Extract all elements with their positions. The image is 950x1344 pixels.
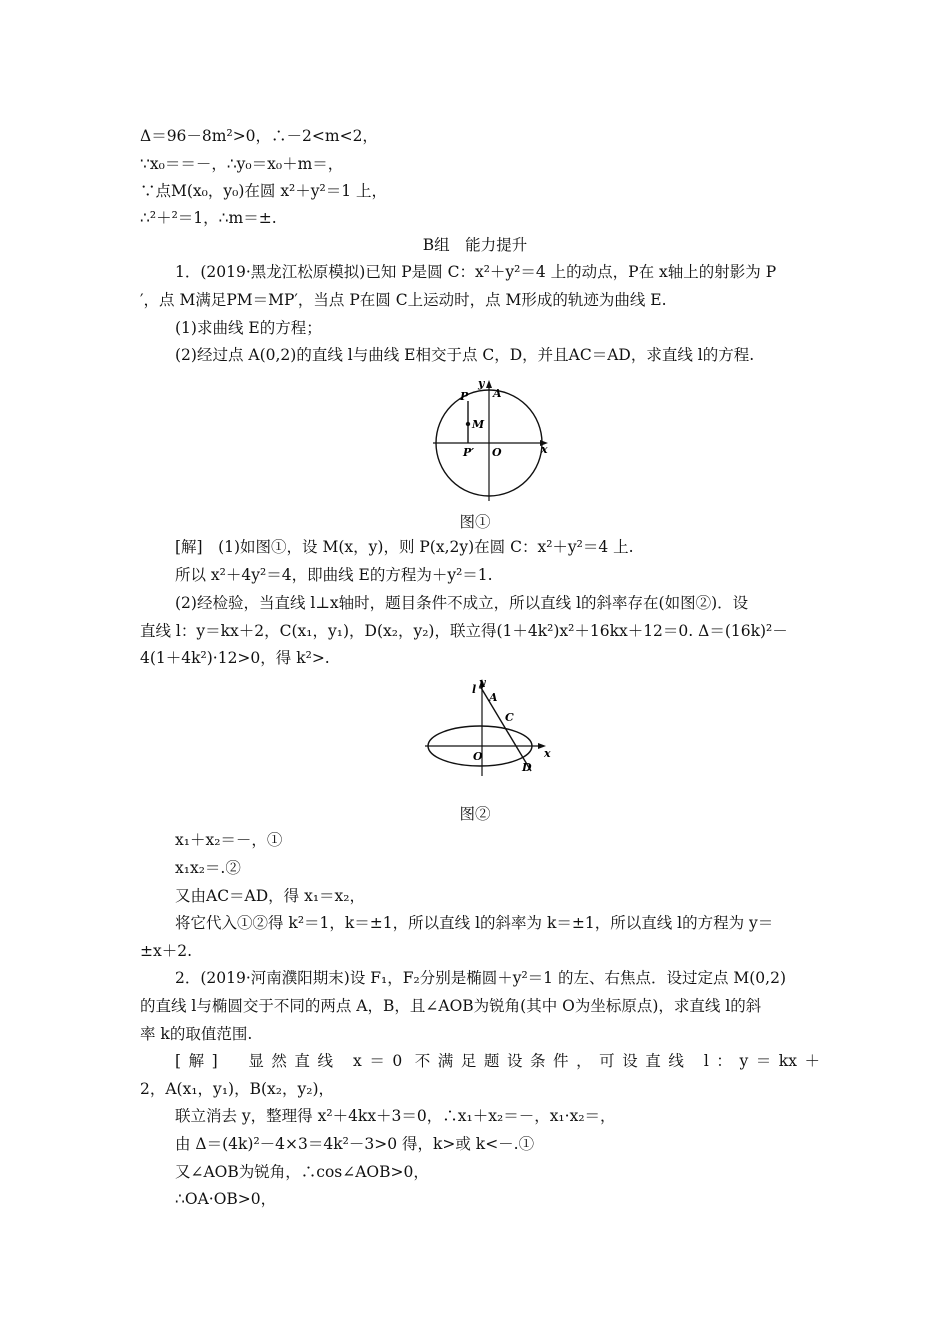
figure-2-ellipse-diagram [425,676,560,776]
fig2-label-y: y [479,676,486,689]
text-line: ∴OA·OB>0， [175,1190,277,1208]
text-line: 4(1＋4k²)·12>0，得 k²>. [140,649,330,667]
fig1-label-a: A [493,387,502,400]
text-line: 又∠AOB为锐角，∴cos∠AOB>0， [175,1163,429,1181]
text-line: ∴²＋²＝1，∴m＝±. [140,209,277,227]
text-line: 将它代入①②得 k²＝1，k＝±1，所以直线 l的斜率为 k＝±1，所以直线 l的方程为 y＝ [175,914,774,932]
text-line: Δ＝96－8m²>0，∴－2<m<2， [140,127,378,145]
text-line: ∵点M(x₀，y₀)在圆 x²＋y²＝1 上， [140,182,388,200]
text-line: [解] (1)如图①，设 M(x，y)，则 P(x,2y)在圆 C：x²＋y²＝4 上. [175,538,634,556]
text-line: 1．(2019·黑龙江松原模拟)已知 P是圆 C：x²＋y²＝4 上的动点，P在 x轴上的射影为 P [175,263,777,281]
text-line: x₁＋x₂＝－，① [175,831,283,849]
fig1-label-m: M [472,418,485,431]
fig2-label-d: D [522,761,532,774]
text-line: ∵x₀＝＝－，∴y₀＝x₀＋m＝， [140,155,344,173]
text-line: 率 k的取值范围. [140,1025,253,1043]
fig1-label-p-prime: P′ [463,446,475,459]
text-line: 2，A(x₁，y₁)，B(x₂，y₂)， [140,1080,334,1098]
fig2-label-o: O [473,750,483,763]
figure-1-circle-diagram [430,376,555,501]
text-line: ±x＋2. [140,942,193,960]
text-line: 直线 l：y＝kx＋2，C(x₁，y₁)，D(x₂，y₂)，联立得(1＋4k²)x²＋16kx＋12＝0. Δ＝(16k)²－ [140,622,788,640]
text-line: 又由AC＝AD，得 x₁＝x₂， [175,887,366,905]
figure-1-caption: 图① [459,513,491,531]
fig2-label-c: C [505,711,514,724]
fig2-label-x: x [544,747,551,760]
fig2-label-a: A [489,691,498,704]
text-line: ′，点 M满足PM＝MP′，当点 P在圆 C上运动时，点 M形成的轨迹为曲线 E. [140,291,667,309]
section-heading: B组 能力提升 [422,236,528,254]
figure-2-caption: 图② [459,805,491,823]
text-line: 2．(2019·河南濮阳期末)设 F₁，F₂分别是椭圆＋y²＝1 的左、右焦点．设过定点 M(0,2) [175,969,786,987]
text-line: 所以 x²＋4y²＝4，即曲线 E的方程为＋y²＝1. [175,566,493,584]
text-line: (1)求曲线 E的方程； [175,319,322,337]
text-line: [解] 显然直线 x＝0 不满足题设条件，可设直线 l：y＝kx＋ [175,1052,820,1070]
fig1-label-o: O [492,446,502,459]
text-line: (2)经检验，当直线 l⊥x轴时，题目条件不成立，所以直线 l的斜率存在(如图②)．设 [175,594,749,612]
text-line: 联立消去 y，整理得 x²＋4kx＋3＝0，∴x₁＋x₂＝－，x₁·x₂＝， [175,1107,616,1125]
text-line: 的直线 l与椭圆交于不同的两点 A，B，且∠AOB为锐角(其中 O为坐标原点)，求直线 l的斜 [140,997,762,1015]
text-line: (2)经过点 A(0,2)的直线 l与曲线 E相交于点 C，D，并且AC＝AD，求直线 l的方程. [175,346,755,364]
fig2-label-l: l [472,683,477,696]
text-line: 由 Δ＝(4k)²－4×3＝4k²－3>0 得，k>或 k<－.① [175,1135,535,1153]
fig1-label-x: x [541,443,548,456]
text-line: x₁x₂＝.② [175,859,241,877]
fig1-label-p: P [460,390,469,403]
fig1-label-y: y [478,377,485,390]
